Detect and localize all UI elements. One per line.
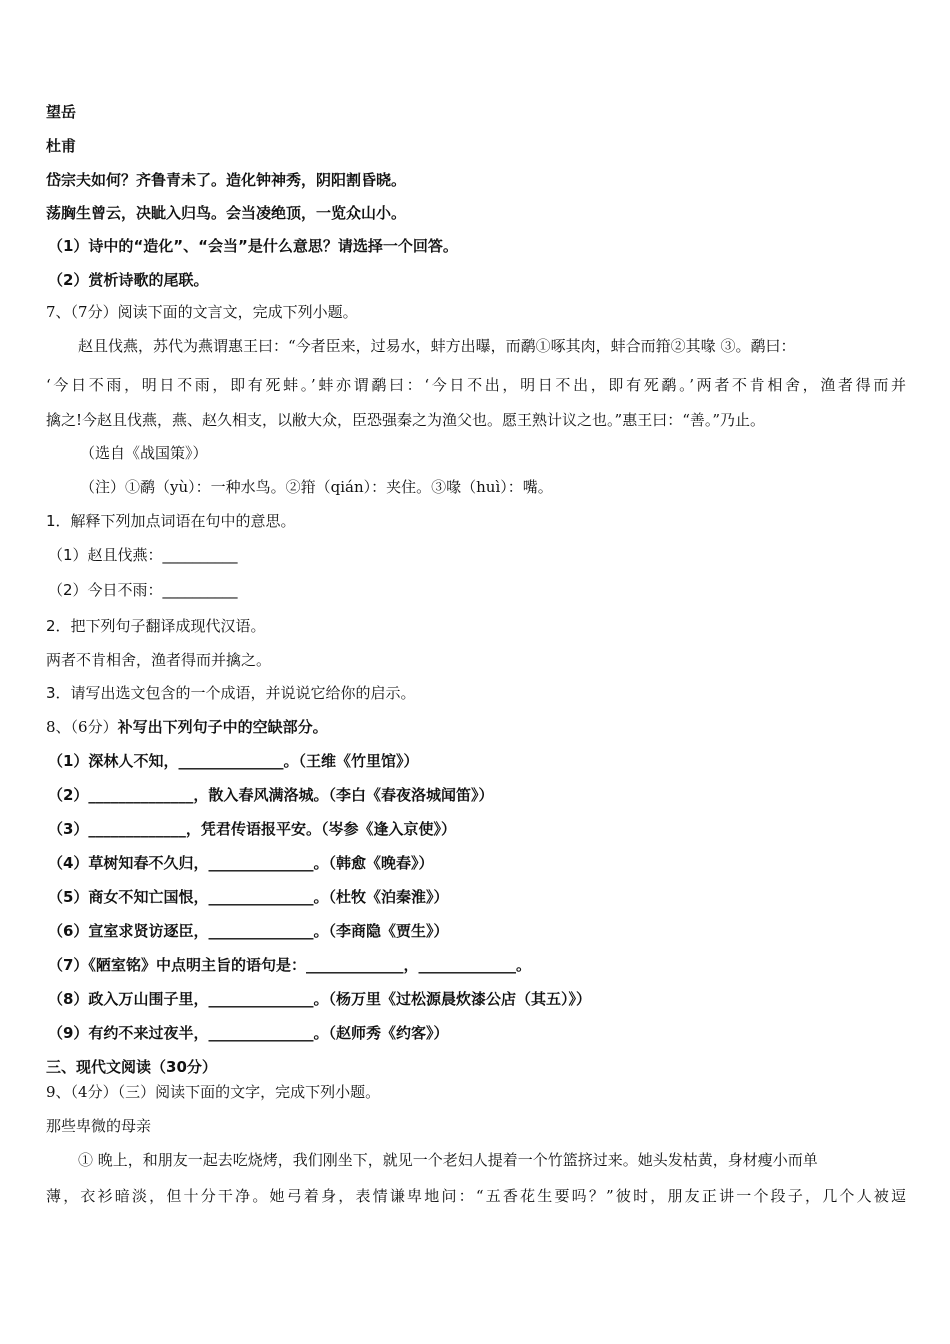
q8-header-text: 补写出下列句子中的空缺部分。 [117,718,328,736]
q7-header: 7、（7分）阅读下面的文言文，完成下列小题。 [46,303,358,321]
q8-item-9: （9）有约不来过夜半，______________。（赵师秀《约客》） [48,1024,449,1042]
poem-line-1: 岱宗夫如何？齐鲁青未了。造化钟神秀，阴阳割昏晓。 [46,171,407,189]
q8-item-2: （2）______________，散入春风满洛城。（李白《春夜洛城闻笛》） [48,786,494,804]
q7-sub-3: 3．请写出选文包含的一个成语，并说说它给你的启示。 [46,684,416,702]
q7-sub-2-sentence: 两者不肯相舍，渔者得而并擒之。 [46,651,272,669]
q7-sub-1b: （2）今日不雨：__________ [48,581,238,599]
q8-item-5: （5）商女不知亡国恨，______________。（杜牧《泊秦淮》） [48,888,449,906]
poem-line-2: 荡胸生曾云，决眦入归鸟。会当凌绝顶，一览众山小。 [46,204,407,222]
article-paragraph-line-2: 薄，衣衫暗淡，但十分干净。她弓着身，表情谦卑地问：“五香花生要吗？”彼时，朋友正讲一个段子，几个人被逗 [46,1187,906,1205]
q8-item-4: （4）草树知春不久归，______________。（韩愈《晚春》） [48,854,434,872]
q9-header: 9、（4分）（三）阅读下面的文字，完成下列小题。 [46,1083,381,1101]
poem-author: 杜甫 [46,137,77,155]
q8-item-1: （1）深林人不知，______________。（王维《竹里馆》） [48,752,419,770]
q7-sub-1a: （1）赵且伐燕：__________ [48,546,238,564]
article-title: 那些卑微的母亲 [46,1117,152,1135]
section-3-title: 三、现代文阅读（30分） [46,1058,217,1076]
q8-header [46,717,328,737]
q7-note: （注）①鹬（yù）：一种水鸟。②箝（qián）：夹住。③喙（huì）：嘴。 [80,478,553,496]
poem-question-2: （2）赏析诗歌的尾联。 [48,271,209,289]
q8-item-8: （8）政入万山围子里，______________。（杨万里《过松源晨炊漆公店（其五）》） [48,990,591,1008]
q7-passage-line-1: 赵且伐燕，苏代为燕谓惠王曰：“今者臣来，过易水，蚌方出曝，而鹬①啄其肉，蚌合而箝②其喙 ③。鹬曰： [78,337,796,355]
poem-title: 望岳 [46,103,77,121]
q8-item-3: （3）_____________，凭君传语报平安。（岑参《逢入京使》） [48,820,456,838]
q7-passage-line-3: 擒之!今赵且伐燕，燕、赵久相支，以敝大众，臣恐强秦之为渔父也。愿王熟计议之也。”惠王曰：“善。”乃止。 [46,411,766,429]
q7-source: （选自《战国策》） [80,444,208,462]
poem-question-1: （1）诗中的“造化”、“会当”是什么意思？请选择一个回答。 [48,237,458,255]
article-paragraph-line-1: ① 晚上，和朋友一起去吃烧烤，我们刚坐下，就见一个老妇人提着一个竹篮挤过来。她头发枯黄，身材瘦小而单 [78,1151,818,1169]
q7-passage-line-2: ‘今日不雨，明日不雨，即有死蚌。’蚌亦谓鹬曰：‘今日不出，明日不出，即有死鹬。’两者不肯相舍，渔者得而并 [46,376,906,394]
q7-sub-2: 2．把下列句子翻译成现代汉语。 [46,617,266,635]
q8-header-number: 8、（6分） [46,718,118,736]
q8-item-7: （7）《陋室铭》中点明主旨的语句是：_____________，_____________。 [48,956,531,974]
q7-sub-1: 1．解释下列加点词语在句中的意思。 [46,512,296,530]
q8-item-6: （6）宣室求贤访逐臣，______________。（李商隐《贾生》） [48,922,449,940]
